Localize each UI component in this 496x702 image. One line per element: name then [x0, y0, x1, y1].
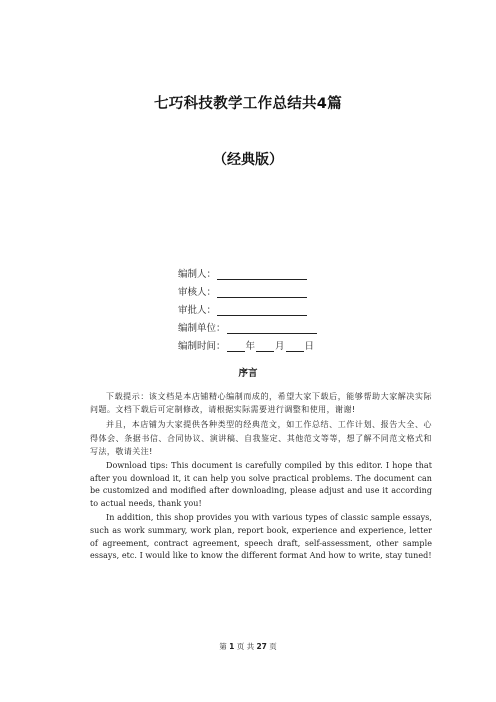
- document-subtitle: （经典版）: [213, 152, 283, 168]
- day-blank: [286, 340, 304, 352]
- month-blank: [256, 340, 274, 352]
- preface-paragraph-en-2: In addition, this shop provides you with various types of classic sample essays, such as work summary, work plan, report book, experience and experience, letter of agreement, contract agreement, speech draft, self-assessment, other sample essays, etc. I would like to know the different format And how to write, stay tuned!: [90, 513, 432, 561]
- reviewer-label: 审核人：: [178, 287, 217, 298]
- footer-current-page: 1: [229, 642, 235, 651]
- page-footer: [0, 641, 496, 652]
- preface-paragraph-en-1: Download tips: This document is carefully compiled by this editor. I hope that after you download it, it can help you solve practical problems. The document can be customized and modified after downloading, please adjust and use it according to actual needs, thank you!: [90, 461, 432, 508]
- preface-paragraph-cn-1: 下载提示：该文档是本店铺精心编制而成的，希望大家下载后，能够帮助大家解决实际问题。文档下载后可定制修改，请根据实际需要进行调整和使用，谢谢!: [90, 392, 432, 415]
- meta-fields: [178, 262, 317, 352]
- approver-label: 审批人：: [178, 305, 217, 316]
- approver-blank: [217, 304, 307, 316]
- time-row: [178, 334, 317, 352]
- editor-row: [178, 262, 317, 280]
- year-blank: [227, 340, 245, 352]
- preface-paragraph-cn-2: 并且，本店铺为大家提供各种类型的经典范文，如工作总结、工作计划、报告大全、心得体会、条据书信、合同协议、演讲稿、自我鉴定、其他范文等等，想了解不同范文格式和写法，敬请关注!: [90, 420, 432, 456]
- editor-blank: [217, 268, 307, 280]
- unit-label: 编制单位：: [178, 323, 226, 334]
- year-unit: 年: [245, 341, 256, 352]
- reviewer-blank: [217, 286, 307, 298]
- approver-row: [178, 298, 317, 316]
- preface-heading: 序言: [238, 368, 258, 379]
- footer-suffix: 页: [269, 642, 277, 651]
- footer-prefix: 第: [219, 642, 227, 651]
- footer-total-pages: 27: [256, 642, 267, 651]
- editor-label: 编制人：: [178, 269, 217, 280]
- preface-body: [90, 390, 432, 565]
- reviewer-row: [178, 280, 317, 298]
- unit-blank: [227, 322, 317, 334]
- time-label: 编制时间：: [178, 341, 226, 352]
- footer-middle: 页 共: [236, 642, 255, 651]
- document-title: 七巧科技教学工作总结共4篇: [154, 96, 342, 112]
- unit-row: [178, 316, 317, 334]
- day-unit: 日: [304, 341, 315, 352]
- month-unit: 月: [275, 341, 285, 352]
